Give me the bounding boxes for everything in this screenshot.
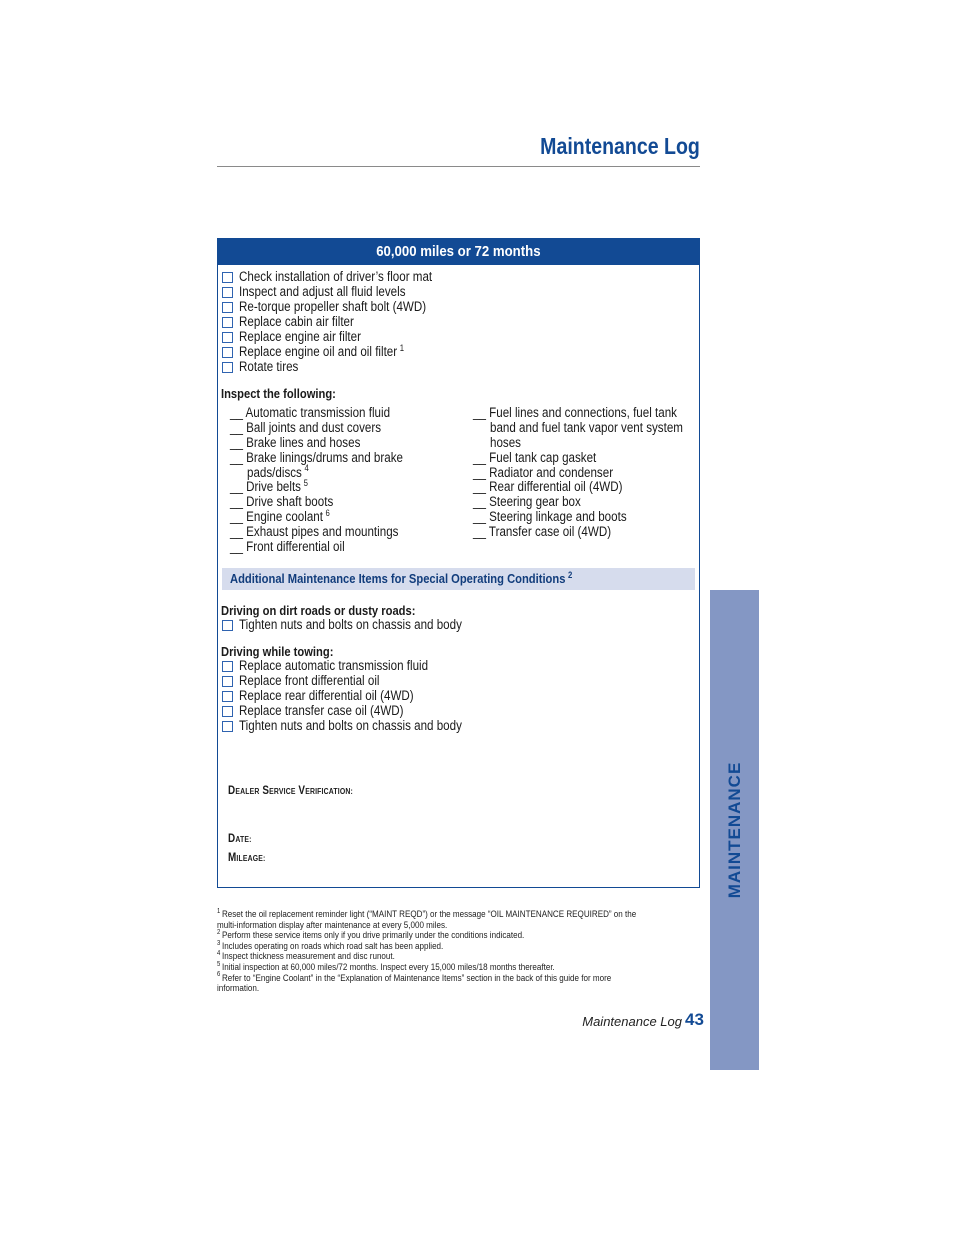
checkbox-icon[interactable]	[222, 676, 233, 687]
section-tab[interactable]	[710, 590, 759, 1070]
checklist-item[interactable]: Replace front differential oil	[222, 673, 498, 688]
footnote-ref: 6	[325, 507, 330, 518]
checkbox-icon[interactable]	[222, 302, 233, 313]
list-item: __ Rear differential oil (4WD)	[473, 479, 623, 495]
footnote: $^5$ Initial inspection at 60,000 miles/72 months. Inspect every 15,000 miles/18 months thereafter.	[217, 960, 555, 973]
towing-heading: Driving while towing:	[221, 644, 334, 659]
list-item: __ Brake lines and hoses	[230, 434, 361, 450]
date-label: DATE:	[228, 833, 252, 845]
checkbox-icon[interactable]	[222, 332, 233, 343]
checkbox-icon[interactable]	[222, 721, 233, 732]
footnote-ref: 4	[304, 463, 309, 474]
list-item: __ Engine coolant $^6$	[230, 507, 330, 525]
mileage-label: MILEAGE:	[228, 852, 266, 864]
footnote: $^2$ Perform these service items only if you drive primarily under the conditions indicated.	[217, 929, 525, 942]
list-item: __ Steering gear box	[473, 494, 581, 510]
footnote-ref: 2	[568, 569, 573, 580]
footnote-ref: 1	[399, 342, 405, 353]
list-item: band and fuel tank vapor vent system	[490, 419, 683, 435]
inspect-list-left	[230, 405, 431, 554]
footnotes	[217, 907, 702, 995]
list-item: __ Ball joints and dust covers	[230, 419, 382, 435]
checkbox-icon[interactable]	[222, 347, 233, 358]
checklist-item[interactable]: Replace rear differential oil (4WD)	[222, 688, 498, 703]
checklist-item[interactable]: Tighten nuts and bolts on chassis and body	[222, 617, 498, 632]
footnote: $^3$ Includes operating on roads which road salt has been applied.	[217, 939, 444, 952]
maintenance-log-box	[217, 238, 700, 888]
checklist-item[interactable]: Check installation of driver’s floor mat	[222, 269, 464, 284]
checkbox-icon[interactable]	[222, 272, 233, 283]
list-item: __ Steering linkage and boots	[473, 509, 627, 525]
inspect-heading: Inspect the following:	[221, 386, 336, 401]
list-item: __ Fuel lines and connections, fuel tank	[473, 405, 677, 420]
checkbox-icon[interactable]	[222, 620, 233, 631]
dealer-verification-label: DEALER SERVICE VERIFICATION:	[228, 785, 354, 797]
list-item: __ Front differential oil	[230, 539, 345, 555]
checkbox-icon[interactable]	[222, 362, 233, 373]
title-divider	[217, 166, 700, 167]
checklist-item[interactable]: Inspect and adjust all fluid levels	[222, 284, 464, 299]
list-item: hoses	[490, 434, 521, 450]
dirt-roads-heading: Driving on dirt roads or dusty roads:	[221, 603, 416, 618]
footnote-continuation: information.	[217, 983, 260, 995]
towing-checklist	[222, 658, 498, 733]
special-conditions-bar: Additional Maintenance Items for Special Operating Conditions $^2$	[222, 568, 695, 590]
list-item: __ Fuel tank cap gasket	[473, 449, 597, 465]
list-item: __ Drive belts $^5$	[230, 477, 308, 495]
section-tab-label: MAINTENANCE	[724, 761, 744, 899]
page-title: Maintenance Log	[540, 133, 700, 159]
checkbox-icon[interactable]	[222, 661, 233, 672]
checklist-item[interactable]: Replace transfer case oil (4WD)	[222, 703, 498, 718]
checklist	[222, 269, 464, 374]
footnote: $^1$ Reset the oil replacement reminder light (“MAINT REQD”) or the message “OIL MAINTENANCE REQUIRED” on the	[217, 907, 637, 920]
checkbox-icon[interactable]	[222, 317, 233, 328]
list-item: pads/discs $^4$	[247, 463, 309, 480]
dirt-roads-checklist	[222, 617, 498, 632]
list-item: __ Drive shaft boots	[230, 494, 334, 510]
list-item: __ Exhaust pipes and mountings	[230, 524, 399, 540]
checkbox-icon[interactable]	[222, 706, 233, 717]
list-item: __ Automatic transmission fluid	[230, 405, 391, 420]
footnote-ref: 5	[303, 477, 308, 488]
footnote-continuation: multi-information display after maintenance at every 5,000 miles.	[217, 919, 448, 931]
page-number: 43	[685, 1010, 704, 1029]
footnote: $^6$ Refer to “Engine Coolant” in the “Explanation of Maintenance Items” section in the back of this guide for more	[217, 971, 612, 984]
footnote: $^4$ Inspect thickness measurement and disc runout.	[217, 950, 395, 963]
checkbox-icon[interactable]	[222, 691, 233, 702]
list-item: __ Transfer case oil (4WD)	[473, 524, 612, 540]
interval-header: 60,000 miles or 72 months	[218, 239, 699, 265]
checklist-item[interactable]: Replace cabin air filter	[222, 314, 464, 329]
checklist-item[interactable]: Replace automatic transmission fluid	[222, 658, 498, 673]
checklist-item[interactable]: Replace engine air filter	[222, 329, 464, 344]
inspect-list-right	[473, 405, 714, 539]
checklist-item[interactable]: Replace engine oil and oil filter $^1$	[222, 344, 464, 359]
checklist-item[interactable]: Rotate tires	[222, 359, 464, 374]
footer-section-label: Maintenance Log	[582, 1014, 682, 1029]
list-item: __ Brake linings/drums and brake	[230, 449, 403, 465]
checklist-item[interactable]: Re-torque propeller shaft bolt (4WD)	[222, 299, 464, 314]
list-item: __ Radiator and condenser	[473, 464, 614, 480]
checkbox-icon[interactable]	[222, 287, 233, 298]
checklist-item[interactable]: Tighten nuts and bolts on chassis and body	[222, 718, 498, 733]
